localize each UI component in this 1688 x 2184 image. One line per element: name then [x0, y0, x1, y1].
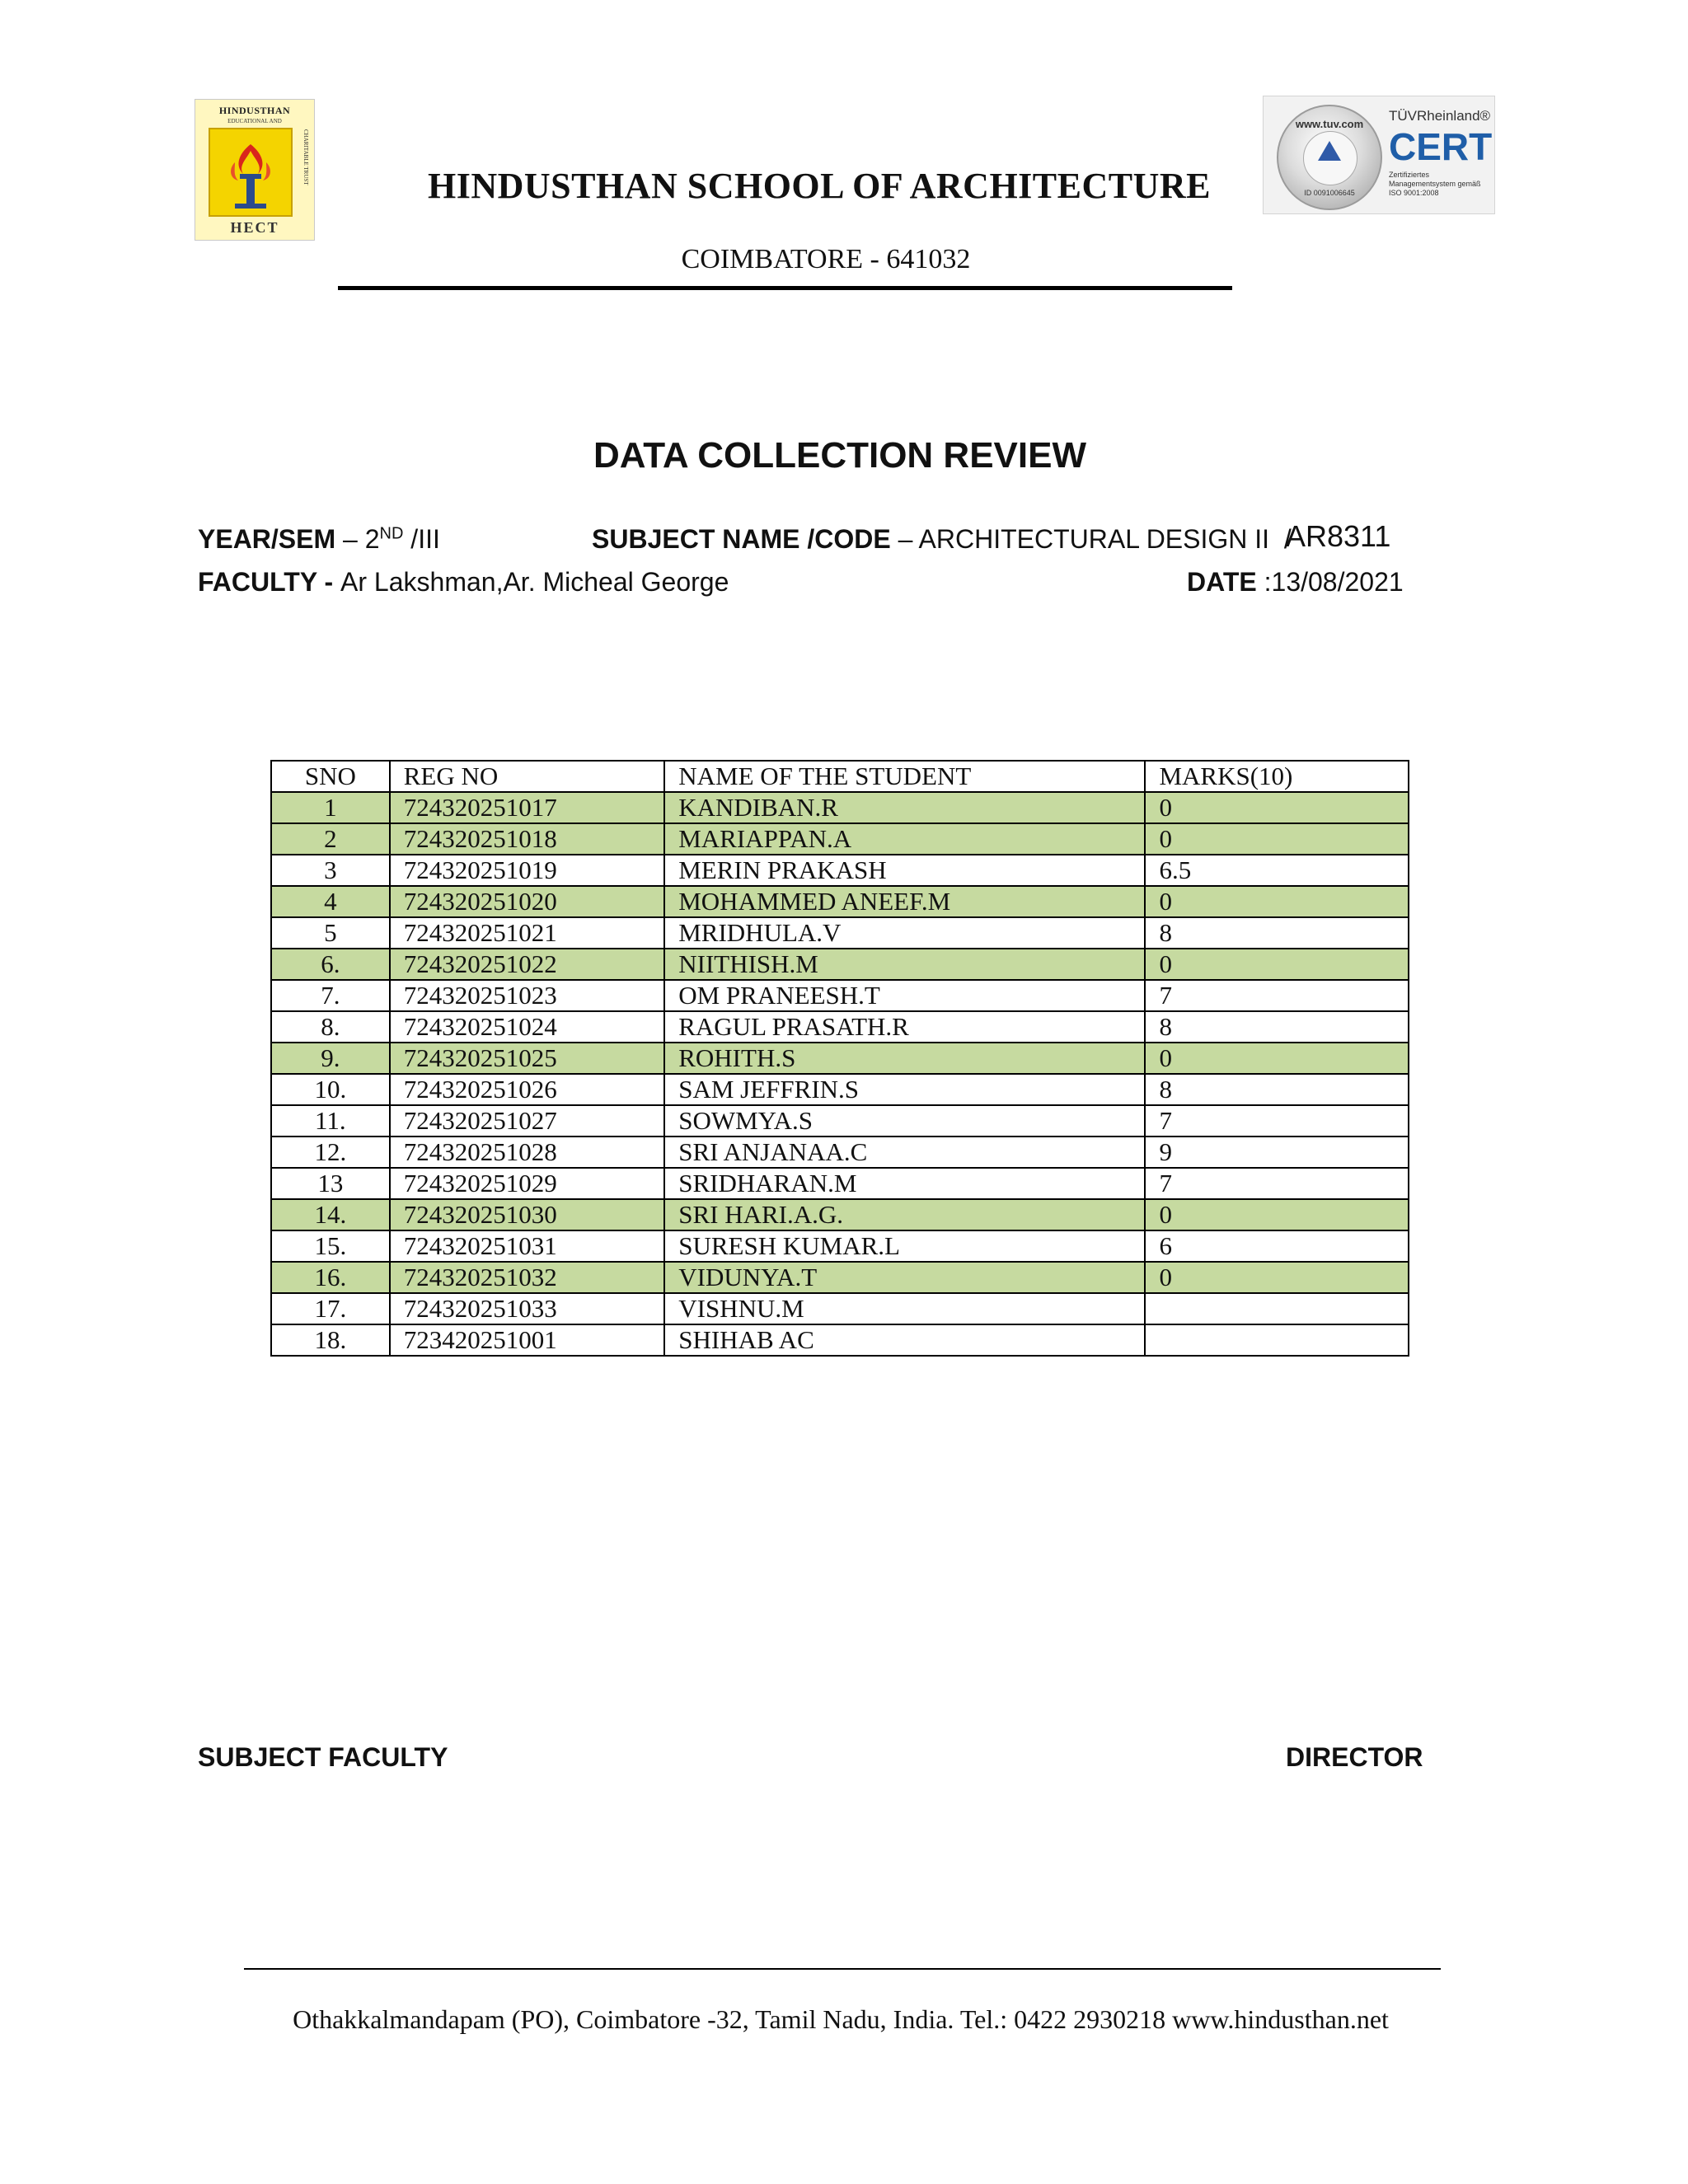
table-row — [271, 1230, 1409, 1262]
date-value: :13/08/2021 — [1256, 567, 1404, 597]
document-title: DATA COLLECTION REVIEW — [593, 435, 1087, 476]
cell-student-name: RAGUL PRASATH.R — [664, 1011, 1145, 1043]
cell-sno: 8. — [271, 1011, 390, 1043]
logo-top-text: HINDUSTHAN — [218, 105, 291, 116]
cell-marks: 0 — [1145, 823, 1409, 855]
cell-sno: 9. — [271, 1043, 390, 1074]
cell-student-name: SURESH KUMAR.L — [664, 1230, 1145, 1262]
cell-sno: 12. — [271, 1137, 390, 1168]
cell-marks: 6 — [1145, 1230, 1409, 1262]
school-name: HINDUSTHAN SCHOOL OF ARCHITECTURE — [427, 166, 1212, 206]
cell-reg-no: 723420251001 — [390, 1324, 665, 1356]
table-row — [271, 1262, 1409, 1293]
year-sem-label: YEAR/SEM — [198, 524, 336, 554]
table-row — [271, 886, 1409, 917]
subject-faculty-signature: SUBJECT FACULTY — [198, 1742, 448, 1772]
cell-sno: 11. — [271, 1105, 390, 1137]
cell-sno: 3 — [271, 855, 390, 886]
cell-reg-no: 724320251021 — [390, 917, 665, 949]
cell-student-name: VISHNU.M — [664, 1293, 1145, 1324]
header-sno: SNO — [271, 761, 390, 792]
cell-reg-no: 724320251029 — [390, 1168, 665, 1199]
table-row — [271, 792, 1409, 823]
cell-sno: 16. — [271, 1262, 390, 1293]
cell-marks: 0 — [1145, 886, 1409, 917]
table-row — [271, 980, 1409, 1011]
seal-id: ID 0091006645 — [1304, 189, 1355, 197]
header-student-name: NAME OF THE STUDENT — [664, 761, 1145, 792]
date-label: DATE — [1187, 567, 1257, 597]
header-divider — [338, 286, 1232, 290]
table-row — [271, 855, 1409, 886]
cell-sno: 13 — [271, 1168, 390, 1199]
table-header-row — [271, 761, 1409, 792]
cell-student-name: SHIHAB AC — [664, 1324, 1145, 1356]
cell-reg-no: 724320251019 — [390, 855, 665, 886]
cell-marks: 0 — [1145, 792, 1409, 823]
cell-marks: 7 — [1145, 980, 1409, 1011]
table-row — [271, 1043, 1409, 1074]
subject-label: SUBJECT NAME /CODE — [592, 524, 891, 554]
year-sem: YEAR/SEM – 2ND /III — [198, 524, 440, 554]
cert-label: CERT — [1389, 125, 1493, 168]
cell-sno: 17. — [271, 1293, 390, 1324]
cell-sno: 4 — [271, 886, 390, 917]
cell-sno: 6. — [271, 949, 390, 980]
table-row — [271, 1011, 1409, 1043]
cell-sno: 15. — [271, 1230, 390, 1262]
cell-reg-no: 724320251024 — [390, 1011, 665, 1043]
cell-reg-no: 724320251026 — [390, 1074, 665, 1105]
table-row — [271, 917, 1409, 949]
cell-reg-no: 724320251030 — [390, 1199, 665, 1230]
cell-student-name: SRIDHARAN.M — [664, 1168, 1145, 1199]
cell-student-name: SAM JEFFRIN.S — [664, 1074, 1145, 1105]
cell-sno: 5 — [271, 917, 390, 949]
table-row — [271, 1293, 1409, 1324]
cell-student-name: SRI HARI.A.G. — [664, 1199, 1145, 1230]
header-marks: MARKS(10) — [1145, 761, 1409, 792]
faculty — [198, 567, 729, 598]
cell-sno: 18. — [271, 1324, 390, 1356]
logo-side-text: CHARITABLE TRUST — [302, 129, 309, 185]
cell-marks: 8 — [1145, 1074, 1409, 1105]
cell-reg-no: 724320251023 — [390, 980, 665, 1011]
cell-reg-no: 724320251033 — [390, 1293, 665, 1324]
subject-value: – ARCHITECTURAL DESIGN II / — [890, 524, 1292, 554]
table-row — [271, 1199, 1409, 1230]
subject-code: AR8311 — [1286, 519, 1391, 553]
cell-marks: 0 — [1145, 1043, 1409, 1074]
cell-student-name: ROHITH.S — [664, 1043, 1145, 1074]
cert-fine-print: Zertifiziertes Managementsystem gemäß ISO 9001:2008 — [1389, 171, 1481, 197]
cell-reg-no: 724320251022 — [390, 949, 665, 980]
tuv-triangle-icon — [1318, 141, 1341, 161]
cell-sno: 2 — [271, 823, 390, 855]
footer-divider — [244, 1968, 1441, 1970]
table-row — [271, 1074, 1409, 1105]
table-row — [271, 949, 1409, 980]
cell-marks: 0 — [1145, 1199, 1409, 1230]
cell-student-name: MARIAPPAN.A — [664, 823, 1145, 855]
subject-name-code — [592, 524, 1292, 555]
cell-marks: 6.5 — [1145, 855, 1409, 886]
cell-sno: 7. — [271, 980, 390, 1011]
logo-bottom-text: HECT — [230, 219, 279, 236]
cell-student-name: SRI ANJANAA.C — [664, 1137, 1145, 1168]
cell-marks: 0 — [1145, 1262, 1409, 1293]
faculty-label: FACULTY - — [198, 567, 341, 597]
tuv-brand: TÜVRheinland® — [1389, 108, 1491, 124]
table-row — [271, 823, 1409, 855]
seal-url: www.tuv.com — [1295, 118, 1364, 130]
logo-sub-text: EDUCATIONAL AND — [227, 118, 282, 124]
date — [1187, 567, 1404, 598]
cell-reg-no: 724320251031 — [390, 1230, 665, 1262]
cell-marks: 9 — [1145, 1137, 1409, 1168]
cell-marks: 8 — [1145, 917, 1409, 949]
cell-reg-no: 724320251025 — [390, 1043, 665, 1074]
director-signature: DIRECTOR — [1286, 1742, 1423, 1772]
table-row — [271, 1324, 1409, 1356]
cell-student-name: OM PRANEESH.T — [664, 980, 1145, 1011]
footer-address: Othakkalmandapam (PO), Coimbatore -32, Tamil Nadu, India. Tel.: 0422 2930218 www.hindusthan.net — [293, 2004, 1389, 2034]
cell-student-name: MOHAMMED ANEEF.M — [664, 886, 1145, 917]
cell-sno: 10. — [271, 1074, 390, 1105]
cell-sno: 14. — [271, 1199, 390, 1230]
table-row — [271, 1168, 1409, 1199]
cell-reg-no: 724320251020 — [390, 886, 665, 917]
marks-table — [270, 760, 1409, 1357]
school-city: COIMBATORE - 641032 — [681, 244, 971, 274]
cell-marks — [1145, 1324, 1409, 1356]
cell-reg-no: 724320251018 — [390, 823, 665, 855]
cell-reg-no: 724320251028 — [390, 1137, 665, 1168]
cell-marks: 0 — [1145, 949, 1409, 980]
cell-marks: 7 — [1145, 1105, 1409, 1137]
faculty-value: Ar Lakshman,Ar. Micheal George — [340, 567, 729, 597]
cell-student-name: SOWMYA.S — [664, 1105, 1145, 1137]
cell-student-name: NIITHISH.M — [664, 949, 1145, 980]
cell-reg-no: 724320251027 — [390, 1105, 665, 1137]
header-reg-no: REG NO — [390, 761, 665, 792]
cell-reg-no: 724320251017 — [390, 792, 665, 823]
cell-marks: 7 — [1145, 1168, 1409, 1199]
cell-student-name: KANDIBAN.R — [664, 792, 1145, 823]
table-row — [271, 1105, 1409, 1137]
cell-student-name: VIDUNYA.T — [664, 1262, 1145, 1293]
cell-reg-no: 724320251032 — [390, 1262, 665, 1293]
cell-marks: 8 — [1145, 1011, 1409, 1043]
cell-student-name: MERIN PRAKASH — [664, 855, 1145, 886]
cell-sno: 1 — [271, 792, 390, 823]
cell-marks — [1145, 1293, 1409, 1324]
table-body — [271, 792, 1409, 1356]
table-row — [271, 1137, 1409, 1168]
cell-student-name: MRIDHULA.V — [664, 917, 1145, 949]
